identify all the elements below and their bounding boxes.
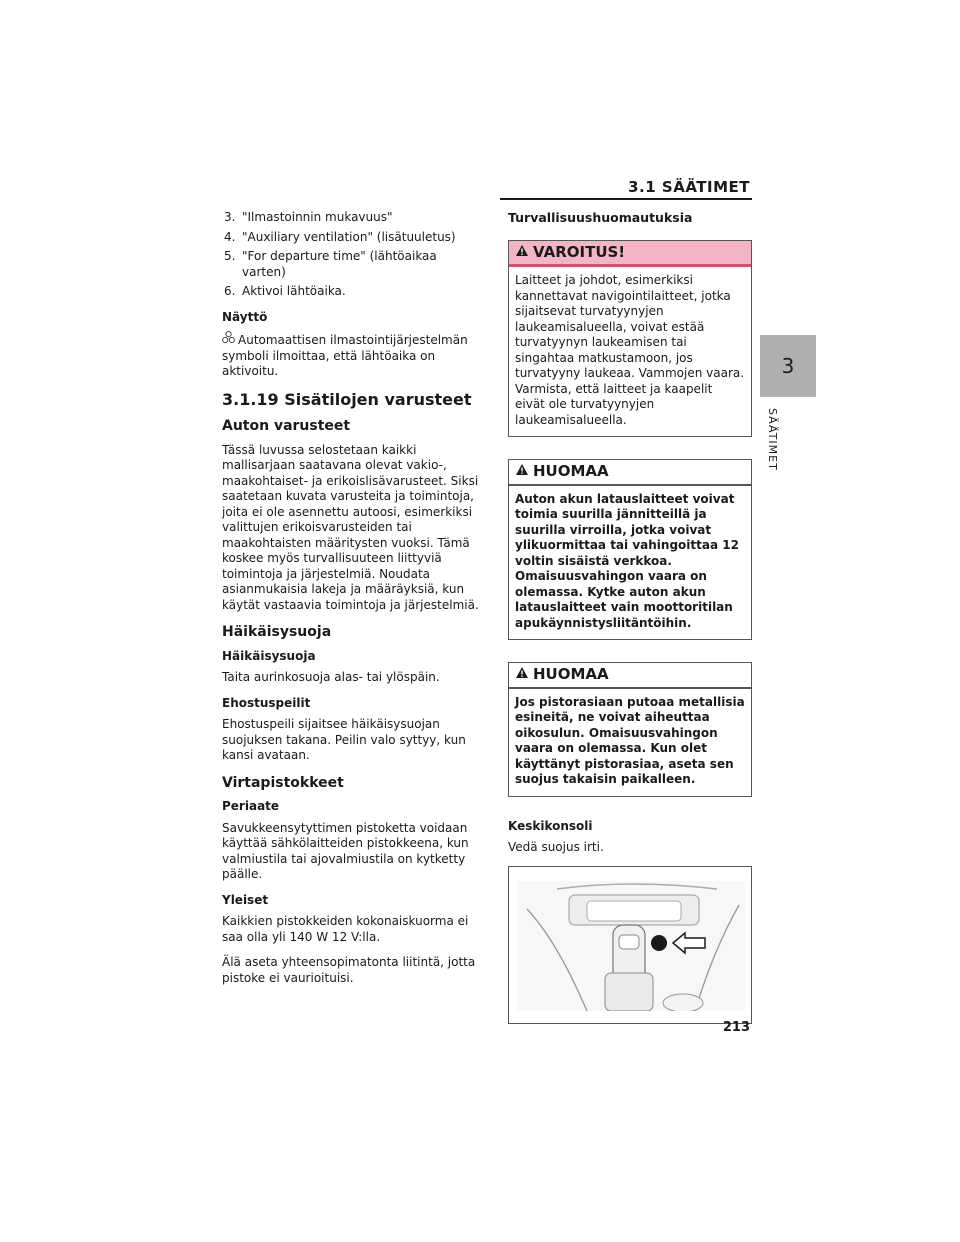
chapter-tab (760, 335, 816, 397)
yleiset-paragraph-2: Älä aseta yhteensopimatonta liitintä, jotta pistoke ei vaurioituisi. (222, 955, 476, 985)
notice-header: HUOMAA (509, 663, 751, 689)
yleiset-subheading: Yleiset (222, 892, 269, 907)
page-number: 213 (722, 1020, 750, 1035)
header-rule (500, 198, 752, 200)
warning-triangle-icon (515, 244, 529, 262)
notice-text: Auton akun latauslaitteet voivat toimia suurilla jännitteillä ja suurilla virroilla, jotka voivat ylikuormittaa tai vahingoittaa 12 voltin sisäistä verkkoa. Omaisuusvahingon vaara on olemassa. Kytke auton akun latauslaitteet vain moottoritilan apukäynnistysliitäntöihin. (515, 491, 739, 630)
chapter-label: SÄÄTIMET (766, 408, 779, 471)
auton-paragraph: Tässä luvussa selostetaan kaikki mallisarjaan saatavana olevat vakio-, maakohtaiset- ja erikoislisävarusteet. Siksi saatetaan kuvata varusteita ja toimintoja, joita ei ole asennettu autoosi, esimerkiksi valittujen erikoisvarusteiden tai maakohtaisten määritysten vuoksi. Tämä koskee myös turvallisuuteen liittyviä toimintoja ja järjestelmiä. Noudata asianmukaisia lakeja ja määräyksiä, kun käytät vastaavia toimintoja ja järjestelmiä. (222, 442, 479, 612)
section-title: 3.1.19 Sisätilojen varusteet (222, 389, 472, 409)
section-header: 3.1 SÄÄTIMET (628, 178, 750, 196)
fan-icon (222, 331, 238, 349)
right-column (508, 210, 752, 1024)
haik-subheading: Häikäisysuoja (222, 648, 316, 663)
notice-text: Jos pistorasiaan putoaa metallisia esineitä, ne voivat aiheuttaa oikosulun. Omaisuusvahingon vaara on olemassa. Kun olet käyttänyt pistorasiaa, aseta sen suojus takaisin paikalleen. (515, 694, 745, 786)
auton-heading: Auton varusteet (222, 418, 351, 434)
peri-subheading: Periaate (222, 799, 280, 813)
yleiset-paragraph-1: Kaikkien pistokkeiden kokonaiskuorma ei saa olla yli 140 W 12 V:lla. (222, 914, 469, 944)
ehos-subheading: Ehostuspeilit (222, 695, 311, 710)
notice-header: HUOMAA (509, 460, 751, 486)
notice-box (508, 662, 752, 797)
display-heading: Näyttö (222, 309, 268, 324)
warning-box (508, 240, 752, 438)
list-item: 5. "For departure time" (lähtöaikaa varten) (224, 249, 437, 279)
safety-heading: Turvallisuushuomautuksia (508, 210, 693, 225)
left-column (222, 210, 480, 996)
console-illustration (508, 866, 752, 1024)
step-list (222, 210, 480, 300)
warning-triangle-icon (515, 666, 529, 684)
display-paragraph: Automaattisen ilmastointijärjestelmän symboli ilmoittaa, että lähtöaika on aktivoitu. (222, 333, 468, 378)
chapter-number: 3 (781, 354, 795, 378)
peri-paragraph: Savukkeensytyttimen pistoketta voidaan käyttää sähkölaitteiden pistokkeena, kun valmiustila tai ajovalmiustila on kytketty päälle. (222, 820, 469, 881)
notice-box (508, 459, 752, 640)
keski-subheading: Keskikonsoli (508, 818, 593, 833)
warning-text: Laitteet ja johdot, esimerkiksi kannettavat navigointilaitteet, jotka sijaitsevat turvatyynyjen laukeamisalueella, voivat estää turvatyynyn laukeamisen tai singahtaa matkustamoon, jos turvatyyny laukeaa. Vammojen vaara. Varmista, että laitteet ja kaapelit eivät ole turvatyynyjen laukeamisalueella. (515, 273, 745, 427)
ehos-paragraph: Ehostuspeili sijaitsee häikäisysuojan suojuksen takana. Peilin valo syttyy, kun kansi avataan. (222, 717, 466, 762)
list-item: 3. "Ilmastoinnin mukavuus" (224, 210, 393, 224)
list-item: 6. Aktivoi lähtöaika. (224, 284, 346, 298)
warning-triangle-icon (515, 463, 529, 481)
haik-paragraph: Taita aurinkosuoja alas- tai ylöspäin. (222, 670, 440, 684)
haik-heading: Häikäisysuoja (222, 624, 332, 640)
warning-header: VAROITUS! (509, 241, 751, 268)
list-item: 4. "Auxiliary ventilation" (lisätuuletus) (224, 229, 456, 244)
console-drawing (517, 881, 745, 1011)
keski-paragraph: Vedä suojus irti. (508, 840, 604, 854)
virta-heading: Virtapistokkeet (222, 774, 344, 791)
